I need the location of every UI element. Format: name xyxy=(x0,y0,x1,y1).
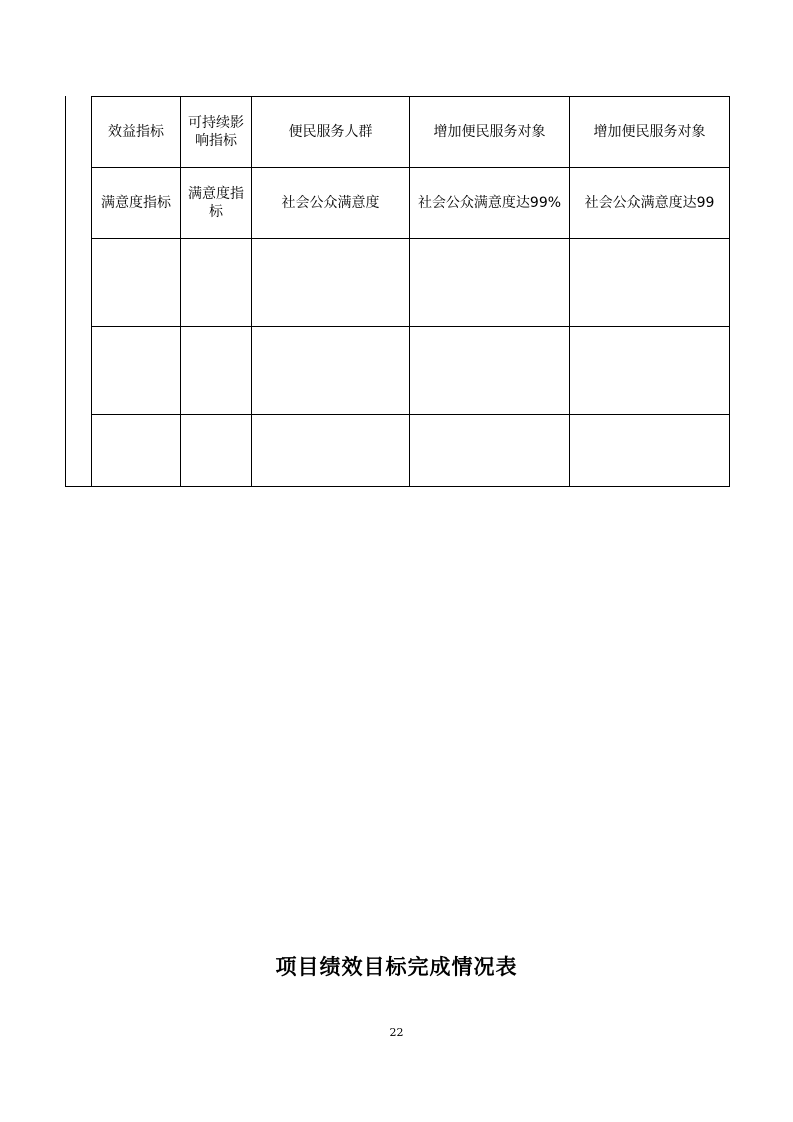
table-cell: 社会公众满意度达99 xyxy=(570,168,730,239)
table-cell xyxy=(181,327,252,415)
table-cell xyxy=(252,327,410,415)
table-cell xyxy=(410,327,570,415)
table-bottom-border xyxy=(65,486,92,487)
table-cell: 可持续影响指标 xyxy=(181,97,252,168)
table-cell: 增加便民服务对象 xyxy=(410,97,570,168)
section-title: 项目绩效目标完成情况表 xyxy=(275,955,518,979)
table-cell xyxy=(181,239,252,327)
table-row xyxy=(92,239,730,327)
table-cell xyxy=(92,327,181,415)
table-cell: 社会公众满意度 xyxy=(252,168,410,239)
table-cell xyxy=(181,415,252,487)
table-cell xyxy=(570,415,730,487)
page-number: 22 xyxy=(389,1026,404,1039)
table-cell: 满意度指标 xyxy=(92,168,181,239)
table-row xyxy=(92,168,730,239)
table-cell xyxy=(410,239,570,327)
table-cell: 便民服务人群 xyxy=(252,97,410,168)
table-row xyxy=(92,415,730,487)
performance-indicator-table xyxy=(91,96,730,487)
table-cell xyxy=(410,415,570,487)
table-cell xyxy=(92,239,181,327)
table-cell xyxy=(92,415,181,487)
table-cell: 社会公众满意度达99% xyxy=(410,168,570,239)
table-cell: 效益指标 xyxy=(92,97,181,168)
table-cell: 增加便民服务对象 xyxy=(570,97,730,168)
table-cell xyxy=(252,239,410,327)
table-left-border xyxy=(65,96,66,487)
table-cell xyxy=(570,327,730,415)
table-row xyxy=(92,97,730,168)
table-cell xyxy=(252,415,410,487)
table-cell: 满意度指标 xyxy=(181,168,252,239)
table-row xyxy=(92,327,730,415)
table-cell xyxy=(570,239,730,327)
